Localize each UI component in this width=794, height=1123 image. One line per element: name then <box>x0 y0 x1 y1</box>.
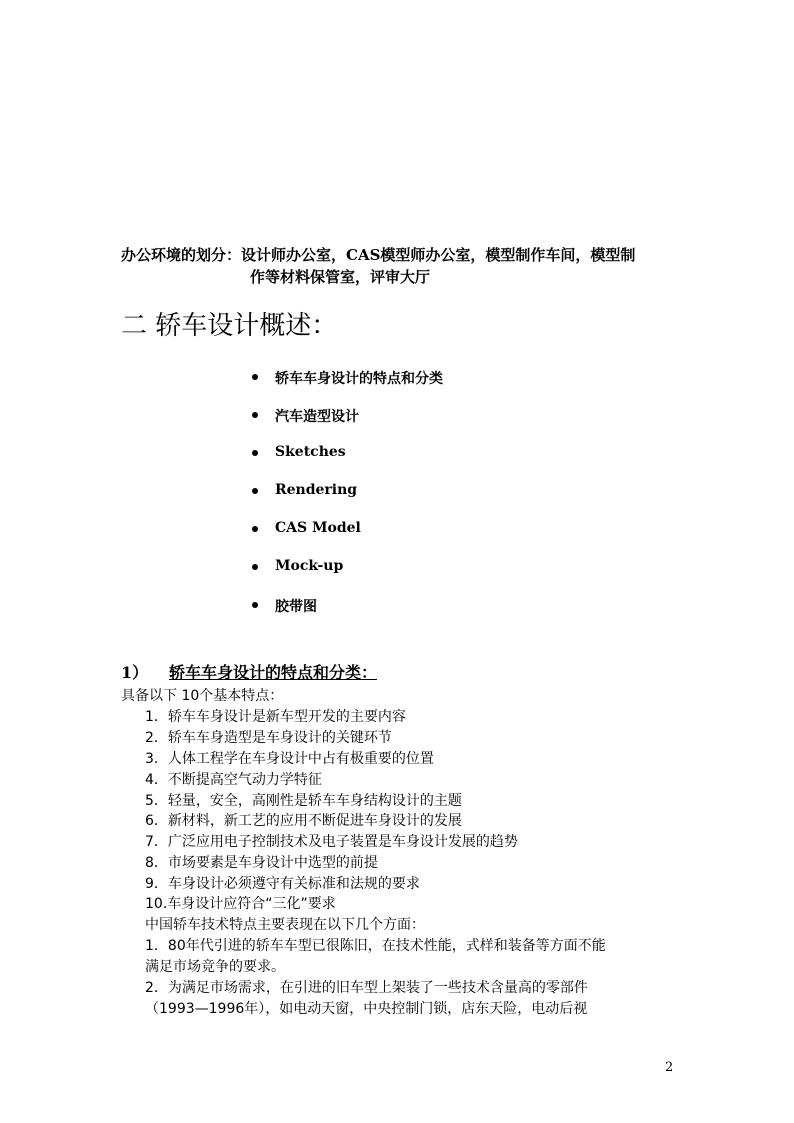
list-item-label: CAS Model <box>275 520 361 536</box>
list-item <box>252 368 443 406</box>
list-item <box>252 558 443 596</box>
bullet-icon <box>252 564 258 570</box>
bullet-icon <box>252 488 258 494</box>
topic-list <box>252 368 443 634</box>
feature-item: 10.车身设计应符合“三化”要求 <box>145 896 336 912</box>
feature-item: 2．轿车车身造型是车身设计的关键环节 <box>145 730 392 746</box>
bullet-icon <box>252 526 258 532</box>
page-number: 2 <box>665 1060 674 1075</box>
bullet-icon <box>252 412 258 418</box>
bullet-icon <box>252 374 258 380</box>
feature-item: 5．轻量，安全，高刚性是轿车车身结构设计的主题 <box>145 793 462 809</box>
feature-item: 8．市场要素是车身设计中选型的前提 <box>145 855 378 871</box>
list-item <box>252 406 443 444</box>
intro-text: 具备以下 10个基本特点： <box>121 688 284 704</box>
subsection-heading <box>121 660 377 683</box>
section-heading: 二 轿车设计概述： <box>121 311 338 341</box>
list-item-label: Mock-up <box>275 558 344 574</box>
feature-item: 6．新材料，新工艺的应用不断促进车身设计的发展 <box>145 813 462 829</box>
office-environment-line-1: 办公环境的划分：设计师办公室，CAS模型师办公室，模型制作车间，模型制 <box>121 246 636 264</box>
china-point: 满足市场竞争的要求。 <box>145 959 285 975</box>
subsection-number: 1） <box>121 663 149 682</box>
china-point: （1993—1996年），如电动天窗，中央控制门锁，店东天险，电动后视 <box>145 1001 588 1017</box>
office-environment-line-2: 作等材料保管室，评审大厅 <box>250 268 431 286</box>
list-item-label: Sketches <box>275 444 346 460</box>
china-point: 2．为满足市场需求，在引进的旧车型上架装了一些技术含量高的零部件 <box>145 980 588 996</box>
feature-item: 1．轿车车身设计是新车型开发的主要内容 <box>145 709 406 725</box>
bullet-icon <box>252 602 258 608</box>
list-item <box>252 596 443 634</box>
list-item-label: 轿车车身设计的特点和分类 <box>275 371 443 387</box>
feature-item: 4．不断提高空气动力学特征 <box>145 772 322 788</box>
list-item <box>252 520 443 558</box>
list-item-label: 胶带图 <box>275 599 317 615</box>
list-item-label: Rendering <box>275 482 358 498</box>
china-intro-text: 中国轿车技术特点主要表现在以下几个方面： <box>145 917 425 933</box>
list-item-label: 汽车造型设计 <box>275 409 359 425</box>
feature-item: 7．广泛应用电子控制技术及电子装置是车身设计发展的趋势 <box>145 834 518 850</box>
list-item <box>252 444 443 482</box>
feature-item: 3．人体工程学在车身设计中占有极重要的位置 <box>145 751 434 767</box>
bullet-icon <box>252 450 258 456</box>
list-item <box>252 482 443 520</box>
feature-item: 9．车身设计必须遵守有关标准和法规的要求 <box>145 876 420 892</box>
subsection-title: 轿车车身设计的特点和分类： <box>169 663 378 682</box>
china-point: 1．80年代引进的轿车车型已很陈旧，在技术性能，式样和装备等方面不能 <box>145 938 606 954</box>
